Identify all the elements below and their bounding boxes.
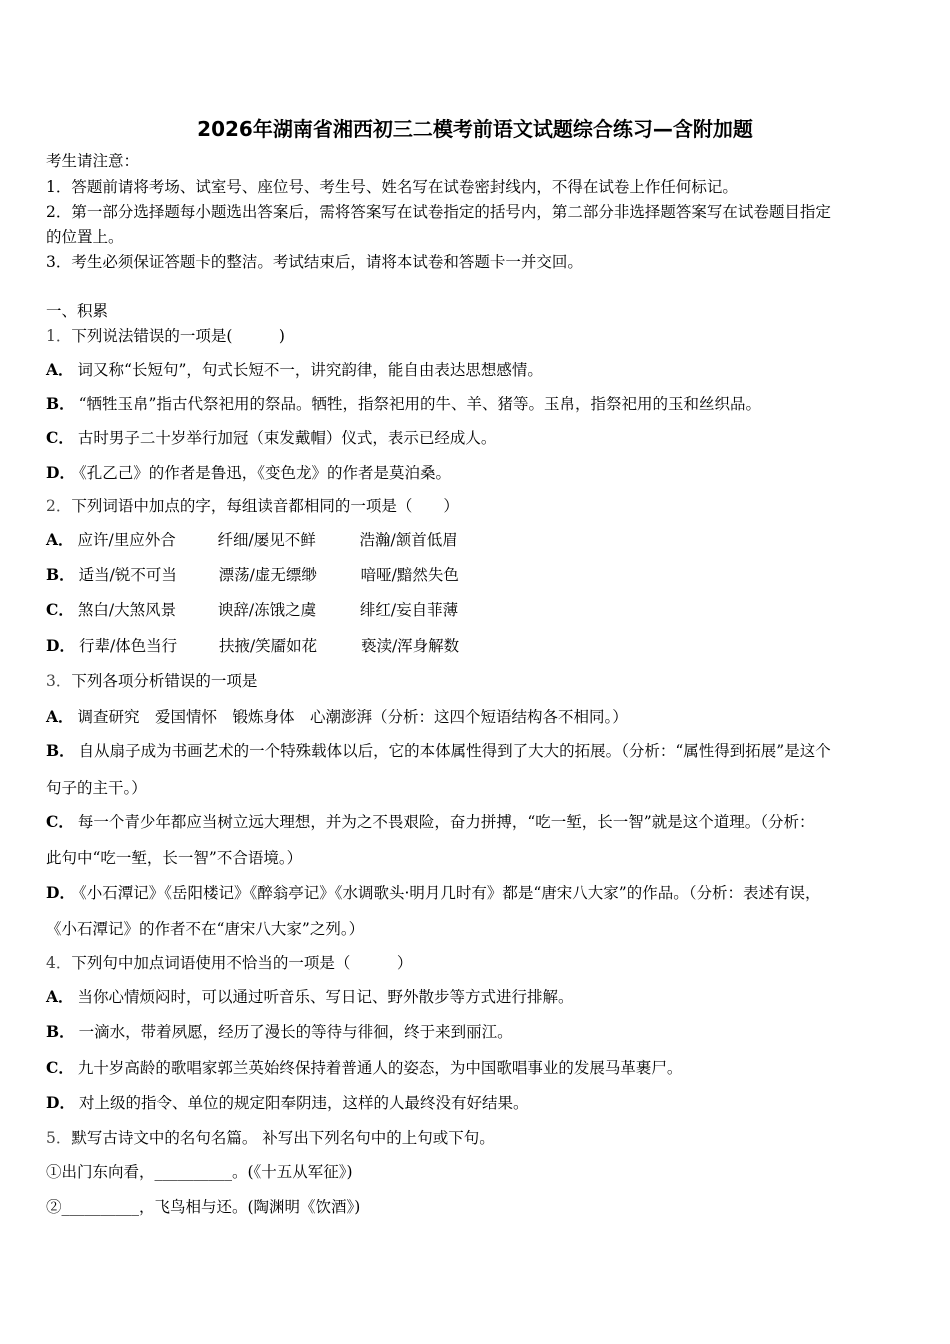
text: 古时男子二十岁举行加冠（束发戴帽）仪式，表示已经成人。: [77, 429, 497, 447]
text: B．: [46, 394, 75, 413]
text: 每一个青少年都应当树立远大理想，并为之不畏艰险，奋力拼搏，“吃一堑，长一智”就是这个道理。（分析：: [77, 813, 815, 831]
text: 自从扇子成为书画艺术的一个特殊载体以后，它的本体属性得到了大大的拓展。（分析：“属性得到拓展”是这个: [78, 742, 831, 760]
q2-option-d: [46, 636, 459, 656]
text: C．: [46, 812, 74, 831]
text: 调查研究 爱国情怀 锻炼身体 心潮澎湃（分析：这四个短语结构各不相同。）: [77, 708, 628, 726]
q1-option-b: [46, 394, 761, 414]
text: D．: [46, 636, 75, 655]
q3-option-c: [46, 812, 814, 832]
question-5-stem: [46, 1128, 495, 1148]
text: 喑哑/黯然失色: [360, 566, 459, 584]
text: 九十岁高龄的歌唱家郭兰英始终保持着普通人的姿态，为中国歌唱事业的发展马革裹尸。: [77, 1059, 683, 1077]
text: 2．: [46, 497, 72, 515]
text: D．: [46, 463, 75, 482]
section-heading: 一、积累: [46, 302, 109, 320]
text: 下列词语中加点的字，每组读音都相同的一项是（ ）: [71, 497, 459, 515]
text: C．: [46, 428, 74, 447]
text: B．: [46, 565, 75, 584]
text: “牺牲玉帛”指古代祭祀用的祭品。牺牲，指祭祀用的牛、羊、猪等。玉帛，指祭祀用的玉和丝织品。: [78, 395, 761, 413]
q4-option-c: [46, 1058, 682, 1078]
text: 5．: [46, 1129, 72, 1147]
text: A．: [46, 360, 74, 379]
text: D．: [46, 1093, 75, 1112]
text: 一滴水，带着夙愿，经历了漫长的等待与徘徊，终于来到丽江。: [78, 1023, 513, 1041]
text: B．: [46, 741, 75, 760]
question-2-stem: [46, 496, 459, 516]
q4-option-b: [46, 1022, 513, 1042]
q2-option-c: [46, 600, 458, 620]
text: 对上级的指令、单位的规定阳奉阴违，这样的人最终没有好结果。: [78, 1094, 529, 1112]
text: 谀辞/冻饿之虞: [217, 601, 317, 619]
q3-option-a: [46, 707, 628, 727]
text: 纤细/屡见不鲜: [217, 531, 316, 549]
q4-option-a: [46, 987, 574, 1007]
notice-item: 3．考生必须保证答题卡的整洁。考试结束后，请将本试卷和答题卡一并交回。: [46, 253, 583, 271]
text: A．: [46, 707, 74, 726]
text: C．: [46, 600, 74, 619]
q2-option-a: [46, 530, 458, 550]
text: 下列句中加点词语使用不恰当的一项是（ ）: [71, 954, 413, 972]
text: 4．: [46, 954, 72, 972]
text: 下列说法错误的一项是( ): [71, 327, 285, 345]
question-1-stem: [46, 326, 285, 346]
text: D．: [46, 883, 75, 902]
text: 行辈/体色当行: [78, 637, 178, 655]
text: 词又称“长短句”，句式长短不一，讲究韵律，能自由表达思想感情。: [77, 361, 543, 379]
notice-item: 1．答题前请将考场、试室号、座位号、考生号、姓名写在试卷密封线内，不得在试卷上作任何标记。: [46, 178, 738, 196]
q5-item-1: ①出门东向看，__________。(《十五从军征》): [46, 1163, 353, 1181]
text: 亵渎/浑身解数: [360, 637, 460, 655]
q4-option-d: [46, 1093, 528, 1113]
question-3-stem: [46, 671, 257, 691]
text: A．: [46, 530, 74, 549]
page-title: 2026年湖南省湘西初三二模考前语文试题综合练习—含附加题: [197, 117, 753, 141]
q1-option-a: [46, 360, 543, 380]
text: 《小石潭记》《岳阳楼记》《醉翁亭记》《水调歌头·明月几时有》都是“唐宋八大家”的作品。（分析：表述有误，: [78, 884, 821, 902]
text: 绯红/妄自菲薄: [359, 601, 459, 619]
question-4-stem: [46, 953, 412, 973]
text: 3．: [46, 672, 72, 690]
notice-item: 2．第一部分选择题每小题选出答案后，需将答案写在试卷指定的括号内，第二部分非选择题答案写在试卷题目指定: [46, 203, 831, 221]
q3-option-d: [46, 883, 820, 903]
q1-option-d: [46, 463, 451, 483]
text: 当你心情烦闷时，可以通过听音乐、写日记、野外散步等方式进行排解。: [77, 988, 574, 1006]
text: 漂荡/虚无缥缈: [218, 566, 317, 584]
q3-option-d-cont: 《小石潭记》的作者不在“唐宋八大家”之列。）: [46, 920, 365, 938]
text: B．: [46, 1022, 75, 1041]
text: 1．: [46, 327, 72, 345]
text: 浩瀚/颔首低眉: [359, 531, 458, 549]
q3-option-c-cont: 此句中“吃一堑，长一智”不合语境。）: [46, 849, 303, 867]
text: 默写古诗文中的名句名篇。 补写出下列名句中的上句或下句。: [71, 1129, 495, 1147]
text: 下列各项分析错误的一项是: [71, 672, 258, 690]
text: 适当/锐不可当: [78, 566, 177, 584]
notice-heading: 考生请注意：: [46, 152, 140, 170]
q5-item-2: ②__________，飞鸟相与还。(陶渊明《饮酒》): [46, 1198, 361, 1216]
text: 煞白/大煞风景: [77, 601, 177, 619]
text: 《孔乙己》的作者是鲁迅，《变色龙》的作者是莫泊桑。: [78, 464, 451, 482]
q1-option-c: [46, 428, 496, 448]
text: A．: [46, 987, 74, 1006]
q2-option-b: [46, 565, 459, 585]
notice-item: 的位置上。: [46, 228, 124, 246]
text: 应许/里应外合: [77, 531, 176, 549]
text: C．: [46, 1058, 74, 1077]
q3-option-b-cont: 句子的主干。）: [46, 779, 147, 797]
text: 扶掖/笑靥如花: [218, 637, 318, 655]
q3-option-b: [46, 741, 831, 761]
